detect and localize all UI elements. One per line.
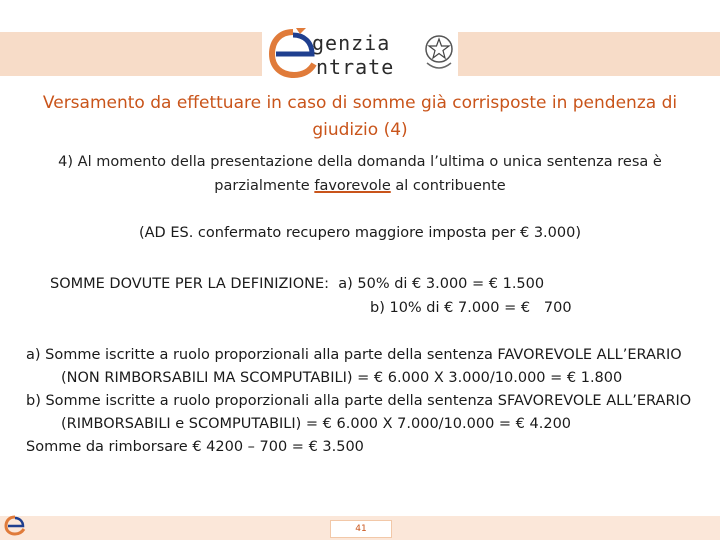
case-description-text: 4) Al momento della presentazione della domanda l’ultima o unica sentenza resa è parzialmente: [58, 154, 662, 194]
logo-word-entrate: ntrate: [316, 55, 395, 79]
footer-logo-icon: [4, 513, 26, 537]
page-number: 41: [330, 520, 392, 538]
amounts-due-line-2: b) 10% di € 7.000 = € 700: [370, 300, 572, 316]
underlined-word: favorevole: [314, 178, 391, 194]
refund-total: Somme da rimborsare € 4200 – 700 = € 3.500: [26, 439, 364, 455]
example-note: (AD ES. confermato recupero maggiore imposta per € 3.000): [138, 225, 581, 241]
republic-emblem-icon: [422, 29, 456, 75]
case-description: [40, 150, 680, 198]
logo-word-agenzia: genzia: [312, 31, 391, 55]
amounts-due-line-1: SOMME DOVUTE PER LA DEFINIZIONE: a) 50% di € 3.000 = € 1.500: [50, 276, 545, 292]
agenzia-entrate-logo: [262, 24, 458, 82]
slide-title: Versamento da effettuare in caso di somme già corrisposte in pendenza di giudizio (4): [42, 93, 678, 140]
calculation-paragraph-b: b) Somme iscritte a ruolo proporzionali alla parte della sentenza SFAVOREVOLE ALL’ERARIO (RIMBORSABILI e SCOMPUTABILI) = € 6.000 X 7.000/10.000 = € 4.200: [26, 393, 692, 432]
case-description-end: al contribuente: [390, 178, 506, 194]
calculation-paragraph-a: a) Somme iscritte a ruolo proporzionali alla parte della sentenza FAVOREVOLE ALL’ERARIO (NON RIMBORSABILI MA SCOMPUTABILI) = € 6.000 X 3.000/10.000 = € 1.800: [26, 347, 682, 386]
calculation-body: [26, 344, 694, 459]
